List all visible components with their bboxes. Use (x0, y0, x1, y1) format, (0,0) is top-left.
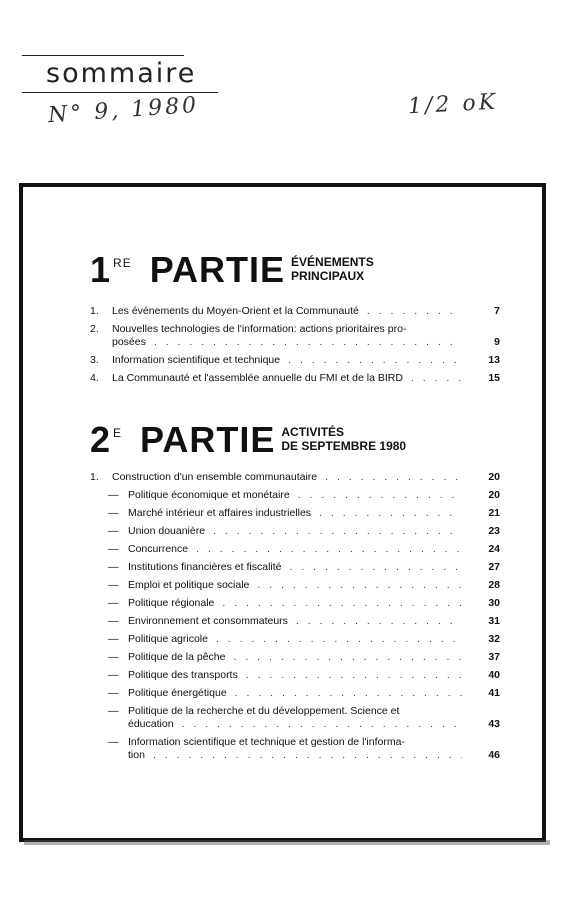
entry-number: 1. (90, 471, 99, 483)
dot-leader (411, 372, 462, 385)
entry-page: 24 (488, 543, 500, 555)
entry-dash: — (108, 651, 119, 663)
entry-label: Marché intérieur et affaires industrielles (128, 507, 312, 519)
entry-label-line1: Nouvelles technologies de l'information: actions prioritaires pro- (112, 323, 407, 335)
entry-number: 4. (90, 372, 99, 384)
entry-label: Union douanière (128, 525, 206, 537)
dot-leader (153, 749, 462, 762)
dot-leader (367, 305, 462, 318)
part2-word: PARTIE (140, 419, 276, 460)
toc-entry[interactable] (90, 305, 500, 318)
entry-label: Politique de la pêche (128, 651, 226, 663)
entry-page: 15 (488, 372, 500, 384)
entry-label: Institutions financières et fiscalité (128, 561, 282, 573)
entry-page: 31 (488, 615, 500, 627)
dot-leader (290, 561, 463, 574)
entry-label: Politique agricole (128, 633, 208, 645)
toc-subentry[interactable] (90, 736, 500, 762)
entry-page: 20 (488, 489, 500, 501)
dot-leader (234, 651, 463, 664)
page-title: sommaire (46, 58, 197, 89)
toc-subentry[interactable] (90, 633, 500, 646)
entry-dash: — (108, 597, 119, 609)
dot-leader (288, 354, 462, 367)
toc-subentry[interactable] (90, 597, 500, 610)
part1-subtitle-line2: PRINCIPAUX (291, 268, 365, 283)
entry-label-line2: posées (112, 336, 146, 348)
toc-entry[interactable] (90, 372, 500, 385)
entry-label: Politique des transports (128, 669, 238, 681)
entry-label-line1: Information scientifique et technique et gestion de l'informa- (128, 736, 405, 748)
part2-heading (90, 419, 407, 460)
part1-suffix: RE (113, 256, 132, 270)
entry-page: 40 (488, 669, 500, 681)
toc-subentry[interactable] (90, 543, 500, 556)
entry-page: 7 (494, 305, 500, 317)
entry-dash: — (108, 525, 119, 537)
toc-entry[interactable] (90, 471, 500, 484)
entry-label: Construction d'un ensemble communautaire (112, 471, 318, 483)
dot-leader (182, 718, 462, 731)
dot-leader (222, 597, 462, 610)
toc-entry[interactable] (90, 354, 500, 367)
entry-page: 30 (488, 597, 500, 609)
dot-leader (246, 669, 462, 682)
dot-leader (154, 336, 462, 349)
entry-dash: — (108, 669, 119, 681)
entry-page: 13 (488, 354, 500, 366)
handwritten-note: 1/2 oK (407, 89, 499, 120)
entry-label: Emploi et politique sociale (128, 579, 250, 591)
entry-dash: — (108, 543, 119, 555)
entry-page: 9 (494, 336, 500, 348)
toc-subentry[interactable] (90, 579, 500, 592)
toc-subentry[interactable] (90, 561, 500, 574)
entry-dash: — (108, 705, 119, 717)
entry-page: 46 (488, 749, 500, 761)
entry-page: 20 (488, 471, 500, 483)
entry-dash: — (108, 633, 119, 645)
toc-subentry[interactable] (90, 651, 500, 664)
entry-dash: — (108, 561, 119, 573)
dot-leader (216, 633, 462, 646)
part1-number: 1 (90, 249, 111, 290)
part2-subtitle-line1: ACTIVITÉS (281, 425, 345, 439)
entry-number: 2. (90, 323, 99, 335)
part1-subtitle-line1: ÉVÉNEMENTS (291, 255, 374, 269)
entry-page: 43 (488, 718, 500, 730)
entry-number: 1. (90, 305, 99, 317)
part2-toc (90, 471, 500, 767)
entry-label: Information scientifique et technique (112, 354, 281, 366)
entry-label-line1: Politique de la recherche et du développement. Science et (128, 705, 400, 717)
entry-page: 41 (488, 687, 500, 699)
entry-dash: — (108, 687, 119, 699)
entry-page: 32 (488, 633, 500, 645)
toc-subentry[interactable] (90, 687, 500, 700)
entry-page: 21 (488, 507, 500, 519)
toc-subentry[interactable] (90, 705, 500, 731)
entry-label: Politique énergétique (128, 687, 227, 699)
entry-page: 23 (488, 525, 500, 537)
entry-page: 27 (488, 561, 500, 573)
entry-dash: — (108, 579, 119, 591)
part2-number: 2 (90, 419, 111, 460)
dot-leader (296, 615, 462, 628)
part2-suffix: E (113, 426, 123, 440)
entry-label: Politique régionale (128, 597, 215, 609)
entry-page: 37 (488, 651, 500, 663)
toc-subentry[interactable] (90, 489, 500, 502)
entry-label: Les événements du Moyen-Orient et la Communauté (112, 305, 359, 317)
entry-dash: — (108, 507, 119, 519)
dot-leader (213, 525, 462, 538)
handwritten-issue-number: N° 9, 1980 (47, 92, 200, 129)
dot-leader (325, 471, 462, 484)
toc-subentry[interactable] (90, 525, 500, 538)
entry-label-line2: éducation (128, 718, 174, 730)
top-rule (22, 55, 184, 56)
entry-label: Concurrence (128, 543, 189, 555)
part2-subtitle (281, 426, 406, 454)
frame-shadow (24, 840, 550, 845)
entry-page: 28 (488, 579, 500, 591)
entry-dash: — (108, 489, 119, 501)
part2-subtitle-line2: DE SEPTEMBRE 1980 (281, 438, 407, 453)
dot-leader (196, 543, 462, 556)
entry-label: La Communauté et l'assemblée annuelle du FMI et de la BIRD (112, 372, 403, 384)
toc-subentry[interactable] (90, 507, 500, 520)
part1-heading (90, 249, 374, 290)
entry-label-line2: tion (128, 749, 145, 761)
dot-leader (298, 489, 462, 502)
part1-word: PARTIE (149, 249, 286, 290)
entry-label: Politique économique et monétaire (128, 489, 290, 501)
entry-label: Environnement et consommateurs (128, 615, 288, 627)
entry-number: 3. (90, 354, 99, 366)
dot-leader (257, 579, 462, 592)
part1-subtitle (291, 256, 374, 284)
part1-toc (90, 305, 500, 390)
toc-entry[interactable] (90, 323, 500, 349)
entry-dash: — (108, 615, 119, 627)
dot-leader (319, 507, 462, 520)
toc-subentry[interactable] (90, 615, 500, 628)
toc-subentry[interactable] (90, 669, 500, 682)
dot-leader (235, 687, 462, 700)
entry-dash: — (108, 736, 119, 748)
